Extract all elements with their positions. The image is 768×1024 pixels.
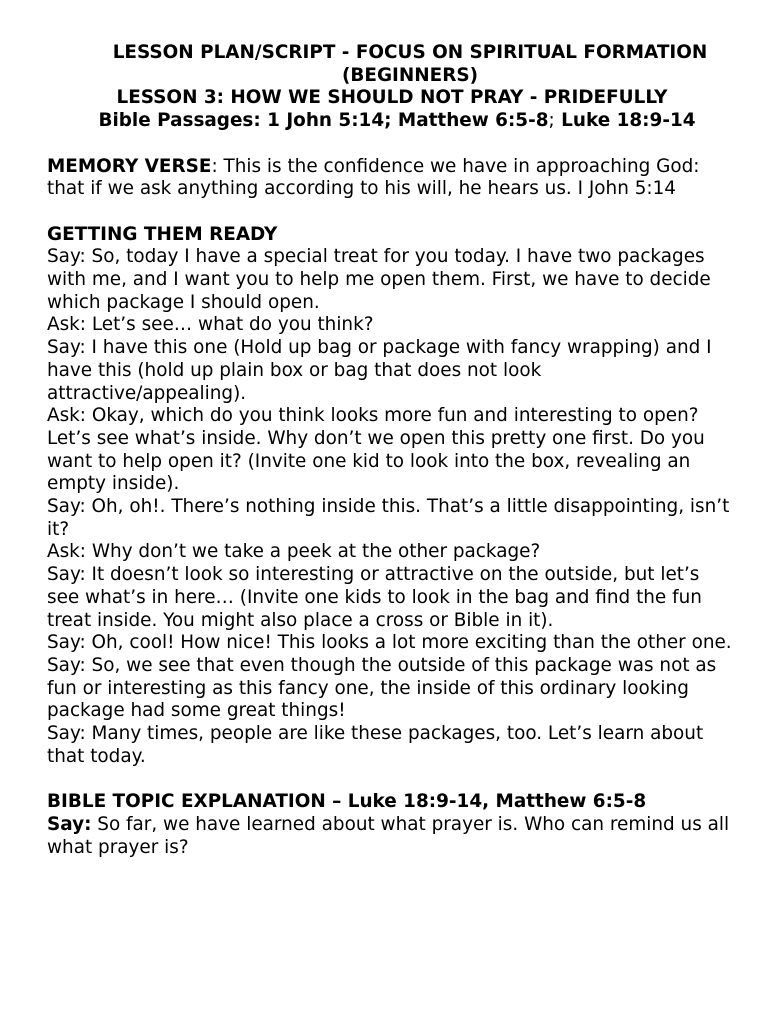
script-line: Say: I have this one (Hold up bag or package with fancy wrapping) and I have this (hold up plain box or bag that does not look attractive/appealing). <box>47 337 712 404</box>
bible-passages-part-a: Bible Passages: 1 John 5:14; Matthew 6:5-8 <box>98 110 549 132</box>
bible-topic-section <box>47 791 737 859</box>
lesson-title: LESSON 3: HOW WE SHOULD NOT PRAY - PRIDEFULLY <box>116 87 668 109</box>
script-line: Ask: Okay, which do you think looks more fun and interesting to open? Let’s see what’s inside. Why don’t we open this pretty one first. Do you want to help open it? (Invite one kid to look into the box, revealing an empty inside). <box>47 405 705 495</box>
script-line: Say: So, we see that even though the outside of this package was not as fun or interesting as this fancy one, the inside of this ordinary looking package had some great things! <box>47 654 717 722</box>
bible-topic-say <box>47 814 737 859</box>
say-label: Say: <box>47 813 92 835</box>
bible-passages <box>47 110 737 133</box>
bible-passages-separator: ; <box>548 110 555 132</box>
bible-passages-part-b: Luke 18:9-14 <box>554 110 696 132</box>
script-line: Ask: Let’s see… what do you think? <box>47 314 374 336</box>
memory-verse-section <box>47 156 737 201</box>
script-line: Say: So, today I have a special treat for you today. I have two packages with me, and I want you to help me open them. First, we have to decide which package I should open. <box>47 246 711 313</box>
getting-ready-heading: GETTING THEM READY <box>47 223 278 245</box>
script-line: Say: Oh, cool! How nice! This looks a lot more exciting than the other one. <box>47 632 732 654</box>
script-line: Say: Many times, people are like these packages, too. Let’s learn about that today. <box>47 723 704 767</box>
document-header <box>47 42 737 133</box>
memory-verse-label: MEMORY VERSE <box>47 155 212 177</box>
bible-topic-heading: BIBLE TOPIC EXPLANATION – Luke 18:9-14, Matthew 6:5-8 <box>47 791 647 813</box>
getting-ready-section <box>47 224 737 769</box>
memory-verse-text: : This is the confidence we have in approaching God: that if we ask anything according to his will, he hears us. I John 5:14 <box>47 155 700 200</box>
script-line: Say: It doesn’t look so interesting or attractive on the outside, but let’s see what’s in here… (Invite one kids to look in the bag and find the fun treat inside. You might also place a cross or Bible in it). <box>47 564 702 631</box>
script-line: Ask: Why don’t we take a peek at the other package? <box>47 541 541 563</box>
lesson-plan-title: LESSON PLAN/SCRIPT - FOCUS ON SPIRITUAL FORMATION (BEGINNERS) <box>112 42 708 86</box>
say-text: So far, we have learned about what prayer is. Who can remind us all what prayer is? <box>47 813 730 858</box>
document-page <box>47 42 737 882</box>
script-line: Say: Oh, oh!. There’s nothing inside this. That’s a little disappointing, isn’t it? <box>47 496 730 540</box>
memory-verse <box>47 156 737 201</box>
